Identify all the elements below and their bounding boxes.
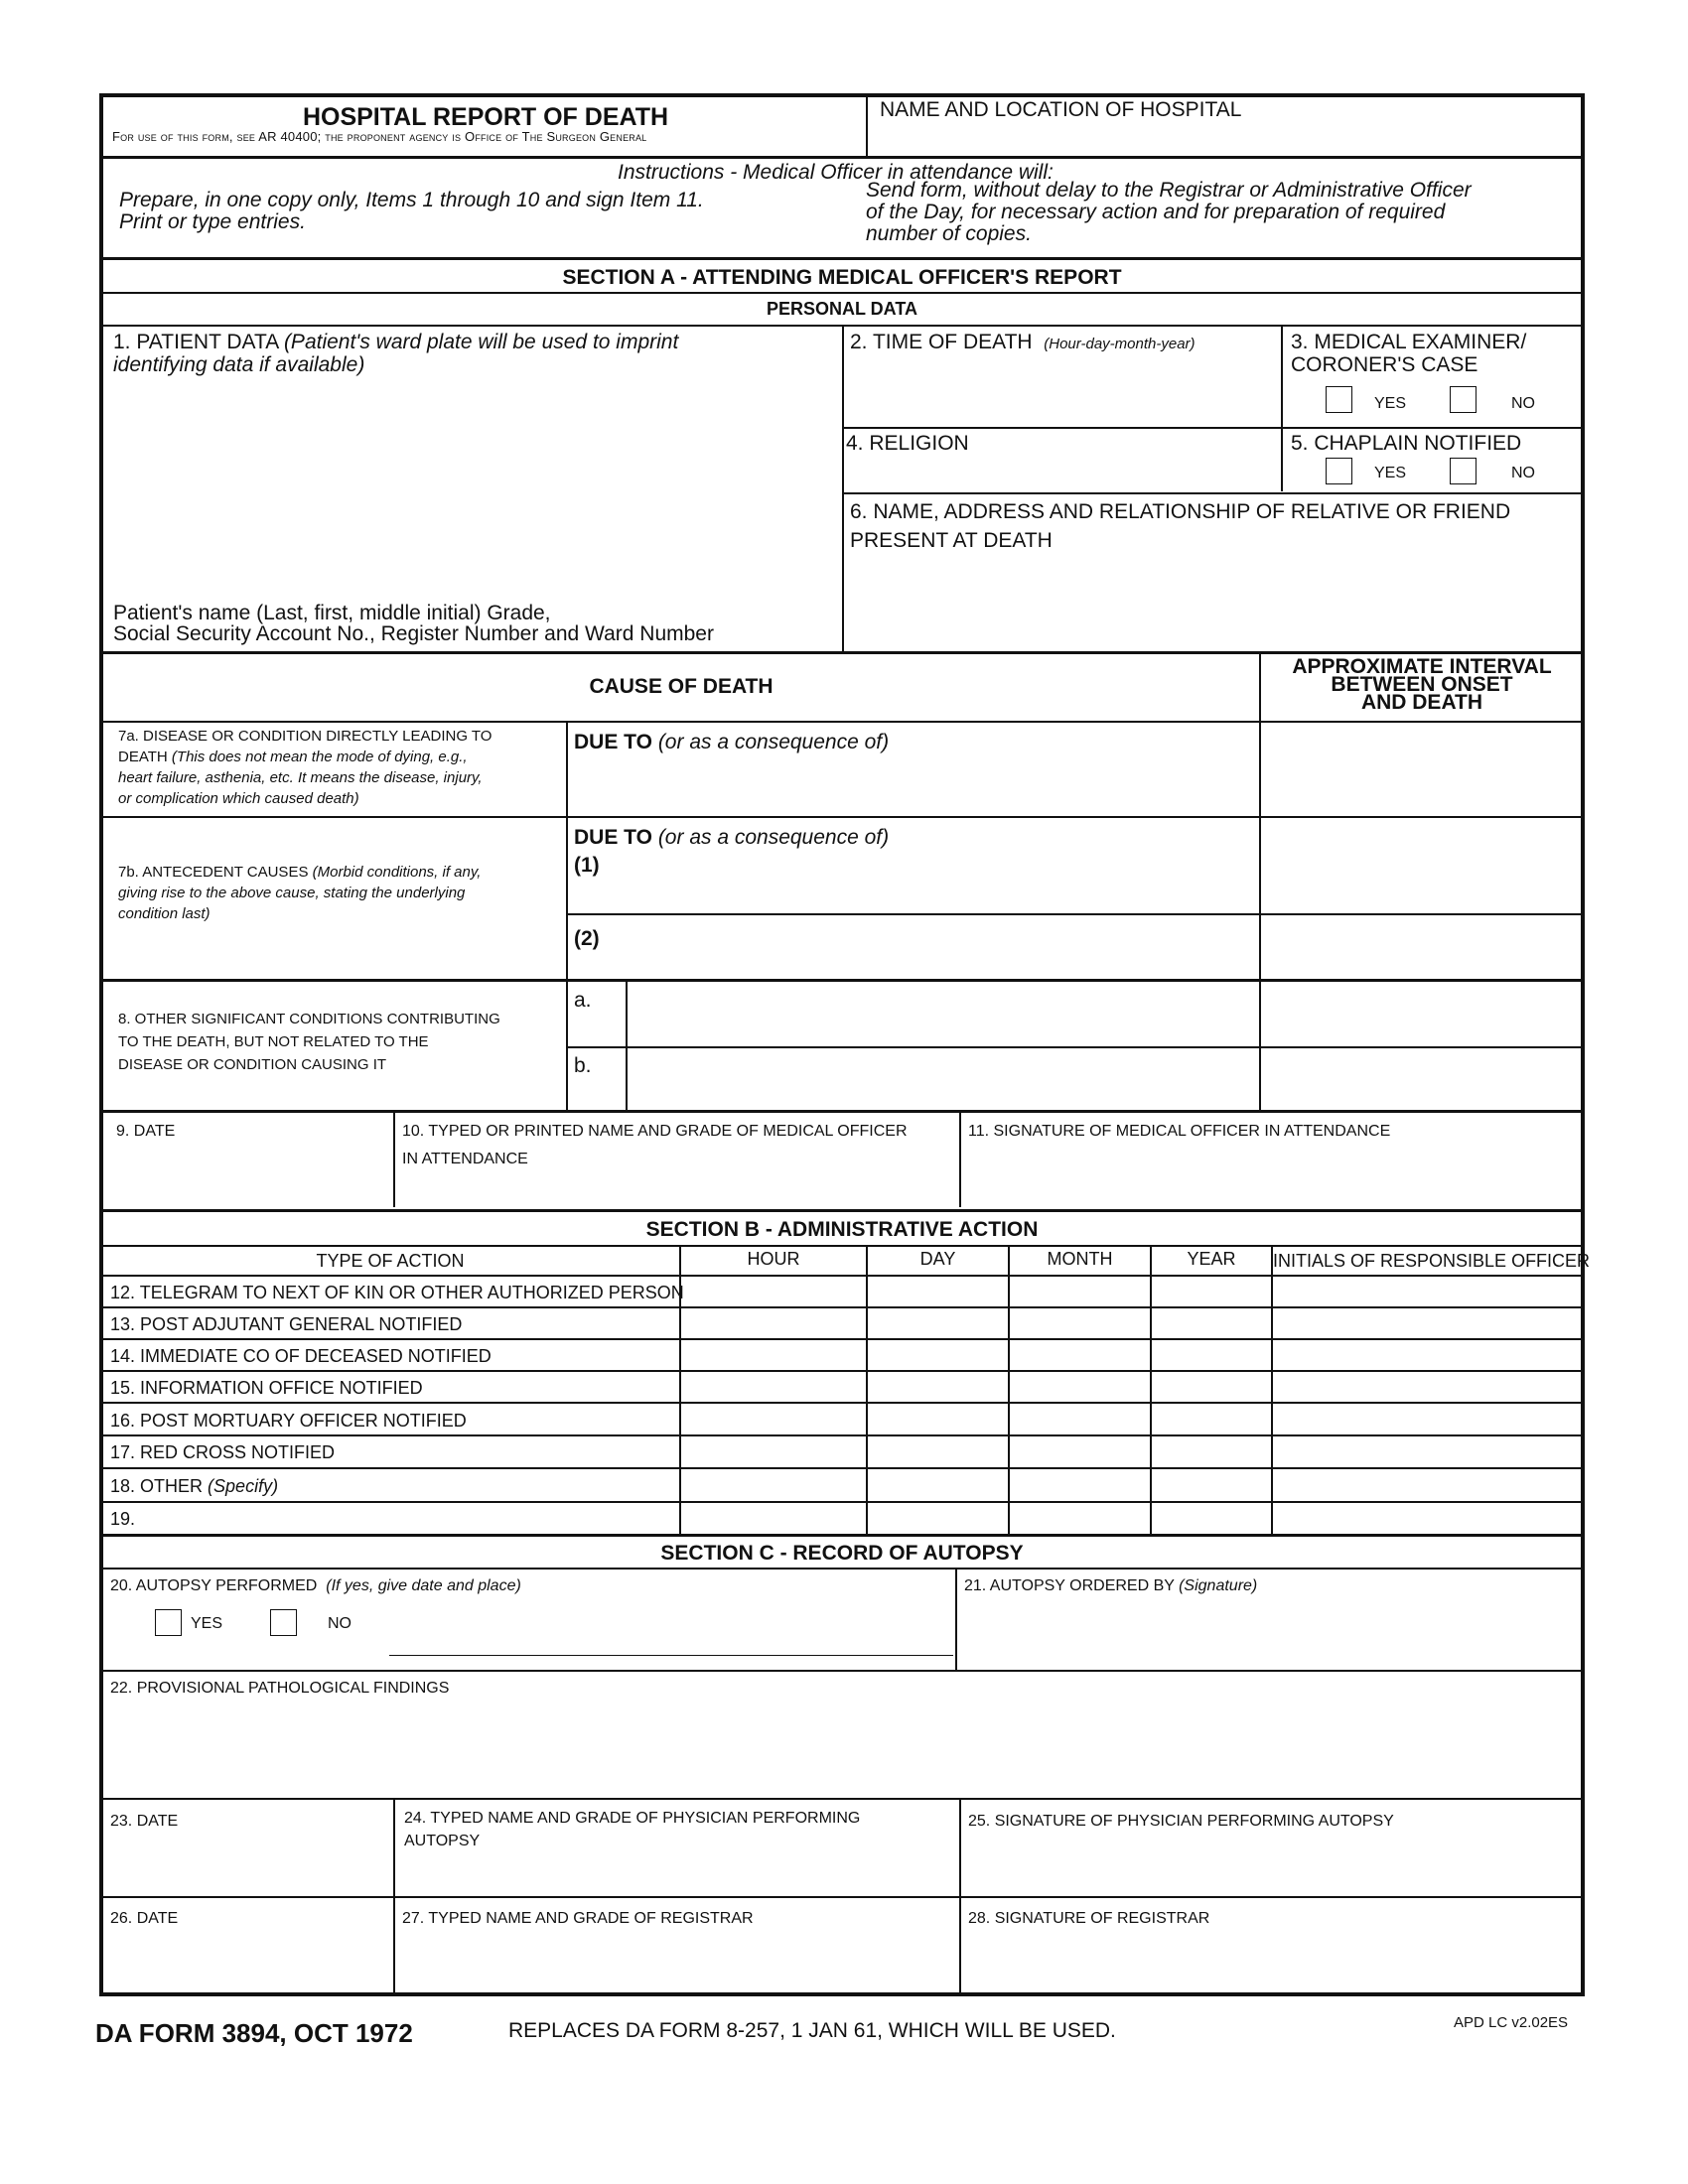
item23-rule — [101, 1798, 1583, 1800]
hospital-field[interactable] — [870, 117, 1581, 155]
item8-label-3: DISEASE OR CONDITION CAUSING IT — [118, 1056, 387, 1073]
header-divider — [866, 95, 868, 157]
item10-divider — [959, 1112, 961, 1207]
item9-divider — [393, 1112, 395, 1207]
item7a-due-to: DUE TO (or as a consequence of) — [574, 731, 890, 753]
cause-left-divider — [566, 722, 568, 1110]
instructions-rule — [101, 257, 1583, 260]
item7a-label-4: or complication which caused death) — [118, 790, 359, 807]
item8-ab-divider — [626, 981, 628, 1110]
item28-label: 28. SIGNATURE OF REGISTRAR — [968, 1910, 1210, 1927]
item2-label: 2. TIME OF DEATH (Hour-day-month-year) — [850, 331, 1196, 353]
item5-no-label: NO — [1511, 465, 1535, 481]
item7b-label-1: 7b. ANTECEDENT CAUSES (Morbid conditions, if any, — [118, 864, 482, 881]
item6-label-2: PRESENT AT DEATH — [850, 529, 1053, 552]
replaces-note: REPLACES DA FORM 8-257, 1 JAN 61, WHICH WILL BE USED. — [508, 2019, 1116, 2042]
patient-data-field[interactable] — [109, 377, 834, 596]
item24-label-2: AUTOPSY — [404, 1833, 481, 1849]
item21-divider — [955, 1569, 957, 1670]
section-c-top-rule — [101, 1534, 1583, 1537]
item1-footer-2: Social Security Account No., Register Number and Ward Number — [113, 622, 714, 645]
item28-signature-field[interactable] — [965, 1934, 1579, 1991]
personal-data-title: PERSONAL DATA — [766, 299, 917, 319]
item8-b-interval-field[interactable] — [1263, 1050, 1579, 1108]
interval-label-3: AND DEATH — [1360, 691, 1483, 714]
row-16-label: 16. POST MORTUARY OFFICER NOTIFIED — [110, 1411, 467, 1431]
item7a-field[interactable] — [570, 758, 1255, 814]
version-label: APD LC v2.02ES — [1454, 2014, 1569, 2031]
row-15-label: 15. INFORMATION OFFICE NOTIFIED — [110, 1378, 423, 1398]
interval-label-1: APPROXIMATE INTERVAL — [1292, 655, 1552, 678]
section-c-rule — [101, 1568, 1583, 1570]
item6-label-1: 6. NAME, ADDRESS AND RELATIONSHIP OF RELATIVE OR FRIEND — [850, 500, 1511, 523]
cause-rule-top — [101, 651, 1583, 654]
item7b-2-rule — [568, 913, 1583, 915]
instructions-right-3: number of copies. — [866, 222, 1032, 245]
item22-rule — [101, 1670, 1583, 1672]
item7b-2-field[interactable] — [616, 917, 1255, 975]
row-13-label: 13. POST ADJUTANT GENERAL NOTIFIED — [110, 1314, 463, 1334]
autopsy-no-checkbox[interactable] — [270, 1609, 297, 1636]
item26-label: 26. DATE — [110, 1910, 179, 1927]
item7b-1-label: (1) — [574, 854, 600, 877]
autopsy-date-place-line — [389, 1655, 953, 1656]
item7b-due-to: DUE TO (or as a consequence of) — [574, 826, 890, 849]
admin-action-grid[interactable] — [681, 1277, 1583, 1535]
medical-examiner-yes-checkbox[interactable] — [1326, 386, 1352, 413]
item9-rule — [101, 1110, 1583, 1113]
interval-label-2: BETWEEN ONSET — [1331, 673, 1513, 696]
item1-footer-1: Patient's name (Last, first, middle initial) Grade, — [113, 602, 551, 624]
item8-a-field[interactable] — [632, 985, 1255, 1042]
col-year: YEAR — [1187, 1249, 1236, 1269]
pathological-findings-field[interactable] — [107, 1704, 1579, 1795]
item11-signature-field[interactable] — [965, 1148, 1579, 1203]
item3-label-1: 3. MEDICAL EXAMINER/ — [1291, 331, 1527, 353]
item23-date-field[interactable] — [105, 1837, 389, 1892]
item8-a-label: a. — [574, 989, 592, 1012]
item6-rule — [843, 492, 1583, 494]
chaplain-yes-checkbox[interactable] — [1326, 458, 1352, 484]
item7a-interval-field[interactable] — [1263, 725, 1579, 814]
autopsy-yes-checkbox[interactable] — [155, 1609, 182, 1636]
cause-of-death-title: CAUSE OF DEATH — [589, 675, 774, 698]
form-subtitle: For use of this form, see AR 40400; the proponent agency is Office of The Surgeon General — [112, 129, 647, 144]
item5-label: 5. CHAPLAIN NOTIFIED — [1291, 432, 1522, 455]
item7b-1-field[interactable] — [616, 854, 1255, 909]
item8-b-label: b. — [574, 1054, 592, 1077]
item7b-2-label: (2) — [574, 927, 600, 950]
item8-b-rule — [568, 1046, 1583, 1048]
instructions-left-1: Prepare, in one copy only, Items 1 through 10 and sign Item 11. — [119, 189, 704, 211]
item9-label: 9. DATE — [116, 1123, 176, 1140]
item8-label-2: TO THE DEATH, BUT NOT RELATED TO THE — [118, 1033, 429, 1050]
item9-date-field[interactable] — [105, 1148, 387, 1203]
item10-label-2: IN ATTENDANCE — [402, 1151, 528, 1167]
relative-present-field[interactable] — [846, 556, 1579, 649]
item7a-label-3: heart failure, asthenia, etc. It means the disease, injury, — [118, 769, 483, 786]
instructions-left-2: Print or type entries. — [119, 210, 306, 233]
item8-b-field[interactable] — [632, 1050, 1255, 1108]
row-19-label: 19. — [110, 1509, 136, 1529]
item3-label-2: CORONER'S CASE — [1291, 353, 1478, 376]
item7b-label-3: condition last) — [118, 905, 211, 922]
item8-label-1: 8. OTHER SIGNIFICANT CONDITIONS CONTRIBUTING — [118, 1011, 500, 1027]
row-17-label: 17. RED CROSS NOTIFIED — [110, 1442, 336, 1462]
item8-rule — [101, 979, 1583, 982]
form-id: DA FORM 3894, OCT 1972 — [95, 2018, 413, 2048]
item11-label: 11. SIGNATURE OF MEDICAL OFFICER IN ATTENDANCE — [968, 1123, 1391, 1140]
cause-rule — [101, 721, 1583, 723]
col-month: MONTH — [1047, 1249, 1113, 1269]
item3-divider — [1281, 326, 1283, 491]
instructions-right-1: Send form, without delay to the Registrar or Administrative Officer — [866, 179, 1472, 202]
autopsy-no-label: NO — [328, 1615, 352, 1632]
section-a-rule — [101, 292, 1583, 294]
item25-label: 25. SIGNATURE OF PHYSICIAN PERFORMING AUTOPSY — [968, 1813, 1394, 1830]
item23-label: 23. DATE — [110, 1813, 179, 1830]
col-type-of-action: TYPE OF ACTION — [316, 1251, 465, 1271]
col-day: DAY — [919, 1249, 956, 1269]
row-12-label: 12. TELEGRAM TO NEXT OF KIN OR OTHER AUTHORIZED PERSON — [110, 1283, 684, 1302]
section-b-top-rule — [101, 1209, 1583, 1212]
item26-date-field[interactable] — [105, 1934, 389, 1991]
item3-yes-label: YES — [1374, 395, 1407, 412]
col-hour: HOUR — [747, 1249, 800, 1269]
time-of-death-field[interactable] — [846, 359, 1277, 425]
item8-a-interval-field[interactable] — [1263, 985, 1579, 1042]
item1-divider — [842, 326, 844, 652]
item10-name-field[interactable] — [399, 1173, 955, 1205]
item3-no-label: NO — [1511, 395, 1535, 412]
instructions-right-2: of the Day, for necessary action and for preparation of required — [866, 201, 1446, 223]
item25-signature-field[interactable] — [965, 1837, 1579, 1892]
item10-label-1: 10. TYPED OR PRINTED NAME AND GRADE OF MEDICAL OFFICER — [402, 1123, 908, 1140]
item26-rule — [101, 1896, 1583, 1898]
item7a-label-1: 7a. DISEASE OR CONDITION DIRECTLY LEADING TO — [118, 728, 492, 745]
item22-label: 22. PROVISIONAL PATHOLOGICAL FINDINGS — [110, 1680, 450, 1697]
section-a-title: SECTION A - ATTENDING MEDICAL OFFICER'S REPORT — [562, 266, 1122, 289]
row-14-label: 14. IMMEDIATE CO OF DECEASED NOTIFIED — [110, 1346, 492, 1366]
item20-label: 20. AUTOPSY PERFORMED (If yes, give date and place) — [110, 1577, 521, 1594]
section-b-title: SECTION B - ADMINISTRATIVE ACTION — [645, 1218, 1039, 1241]
item7b-rule — [101, 816, 1583, 818]
item5-yes-label: YES — [1374, 465, 1407, 481]
religion-field[interactable] — [846, 457, 1277, 490]
item7b-1-interval-field[interactable] — [1263, 820, 1579, 911]
item1-note: identifying data if available) — [113, 353, 365, 376]
autopsy-yes-label: YES — [191, 1615, 223, 1632]
instructions-heading: Instructions - Medical Officer in attendance will: — [618, 161, 1054, 184]
autopsy-date-place-field[interactable] — [389, 1600, 951, 1654]
item27-name-field[interactable] — [399, 1934, 955, 1991]
item24-label-1: 24. TYPED NAME AND GRADE OF PHYSICIAN PERFORMING — [404, 1810, 861, 1827]
item21-label: 21. AUTOPSY ORDERED BY (Signature) — [964, 1577, 1258, 1594]
form-title: HOSPITAL REPORT OF DEATH — [302, 103, 669, 131]
item7b-label-2: giving rise to the above cause, stating the underlying — [118, 885, 466, 901]
item1-label: 1. PATIENT DATA (Patient's ward plate will be used to imprint — [113, 331, 679, 353]
item4-label: 4. RELIGION — [846, 432, 969, 455]
item27-label: 27. TYPED NAME AND GRADE OF REGISTRAR — [402, 1910, 754, 1927]
col-initials: INITIALS OF RESPONSIBLE OFFICER — [1273, 1251, 1591, 1271]
chaplain-no-checkbox[interactable] — [1450, 458, 1477, 484]
item7b-2-interval-field[interactable] — [1263, 917, 1579, 975]
item4-rule — [843, 427, 1583, 429]
hospital-label: NAME AND LOCATION OF HOSPITAL — [880, 98, 1242, 121]
item7a-label-2: DEATH (This does not mean the mode of dying, e.g., — [118, 749, 468, 765]
header-rule — [101, 156, 1583, 159]
section-b-rule — [101, 1245, 1583, 1247]
row-18-label: 18. OTHER (Specify) — [110, 1476, 279, 1496]
autopsy-ordered-by-field[interactable] — [961, 1600, 1579, 1666]
section-c-title: SECTION C - RECORD OF AUTOPSY — [660, 1542, 1024, 1565]
medical-examiner-no-checkbox[interactable] — [1450, 386, 1477, 413]
item24-name-field[interactable] — [399, 1854, 955, 1894]
